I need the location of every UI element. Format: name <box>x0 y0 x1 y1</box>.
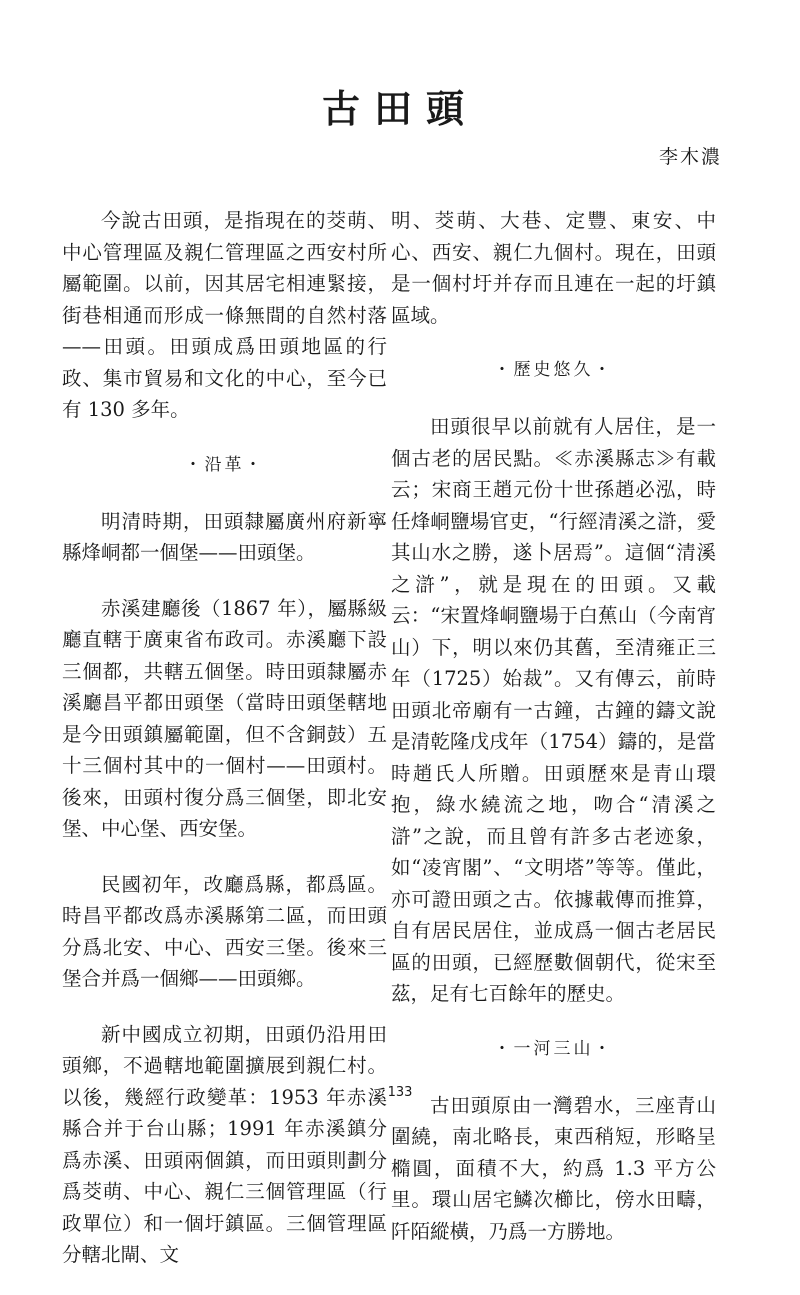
section-heading-long-history: ・歷史悠久・ <box>493 360 614 380</box>
page-number: 133 <box>387 1085 413 1100</box>
paragraph: 赤溪建廳後（1867 年），屬縣級廳直轄于廣東省布政司。赤溪廳下設三個都，共轄五個堡。時田頭隸屬赤溪廳昌平都田頭堡（當時田頭堡轄地是今田頭鎮屬範圍，但不含銅鼓）五十三個村其中的一個村——田頭村。後來，田頭村復分爲三個堡，即北安堡、中心堡、西安堡。 <box>62 596 387 840</box>
page-title: 古田頭 <box>321 87 478 131</box>
section-heading-river-mountains: ・一河三山・ <box>493 1038 614 1059</box>
paragraph: 古田頭原由一灣碧水，三座青山圍繞，南北略長，東西稍短，形略呈橢圓，面積不大，約爲 1.3 平方公里。環山居宅鱗次櫛比，傍水田疇，阡陌縱橫，乃爲一方勝地。 <box>391 1093 716 1243</box>
paragraph-continued: 明、茭萌、大巷、定豐、東安、中心、西安、親仁九個村。現在，田頭是一個村圩并存而且連在一起的圩鎮區域。 <box>391 209 716 327</box>
section-heading-history: ・沿革・ <box>184 454 265 475</box>
paragraph: 田頭很早以前就有人居住，是一個古老的居民點。≪赤溪縣志≫有載云；宋商王趙元份十世孫趙必泓，時任烽峒鹽場官吏，“行經清溪之滸，愛其山水之勝，遂卜居焉”。這個“清溪之滸”，就是現在的田頭。又載云：“宋置烽峒鹽場于白蕉山（今南宵山）下，明以來仍其舊，至清雍正三年（1725）始裁”。又有傳云，前時田頭北帝廟有一古鐘，古鐘的鑄文說是清乾隆戊戌年（1754）鑄的，是當時趙氏人所贈。田頭歷來是青山環抱，綠水繞流之地，吻合“清溪之滸”之說，而且曾有許多古老迹象，如“凌宵閣”、“文明塔”等等。僅此，亦可證田頭之古。依據載傳而推算，自有居民居住，並成爲一個古老居民區的田頭，已經歷數個朝代，從宋至茲，足有七百餘年的歷史。 <box>391 415 716 1005</box>
left-column <box>62 205 387 1295</box>
paragraph: 民國初年，改廳爲縣，都爲區。時昌平都改爲赤溪縣第二區，而田頭分爲北安、中心、西安三堡。後來三堡合并爲一個鄉——田頭鄉。 <box>62 872 387 990</box>
paragraph-intro: 今說古田頭，是指現在的茭萌、中心管理區及親仁管理區之西安村所屬範圍。以前，因其居宅相連緊接，街巷相通而形成一條無間的自然村落——田頭。田頭成爲田頭地區的行政、集市貿易和文化的中心，至今已有 130 多年。 <box>62 209 387 421</box>
paragraph: 新中國成立初期，田頭仍沿用田頭鄉，不過轄地範圍擴展到親仁村。以後，幾經行政變革：1953 年赤溪縣合并于台山縣；1991 年赤溪鎮分爲赤溪、田頭兩個鎮，而田頭則劃分爲茭萌、中心、親仁三個管理區（行政單位）和一個圩鎮區。三個管理區分轄北閘、文 <box>62 1022 387 1266</box>
right-column <box>391 205 716 1271</box>
author-name: 李木濃 <box>658 146 722 168</box>
paragraph: 明清時期，田頭隸屬廣州府新寧縣烽峒都一個堡——田頭堡。 <box>62 509 387 564</box>
